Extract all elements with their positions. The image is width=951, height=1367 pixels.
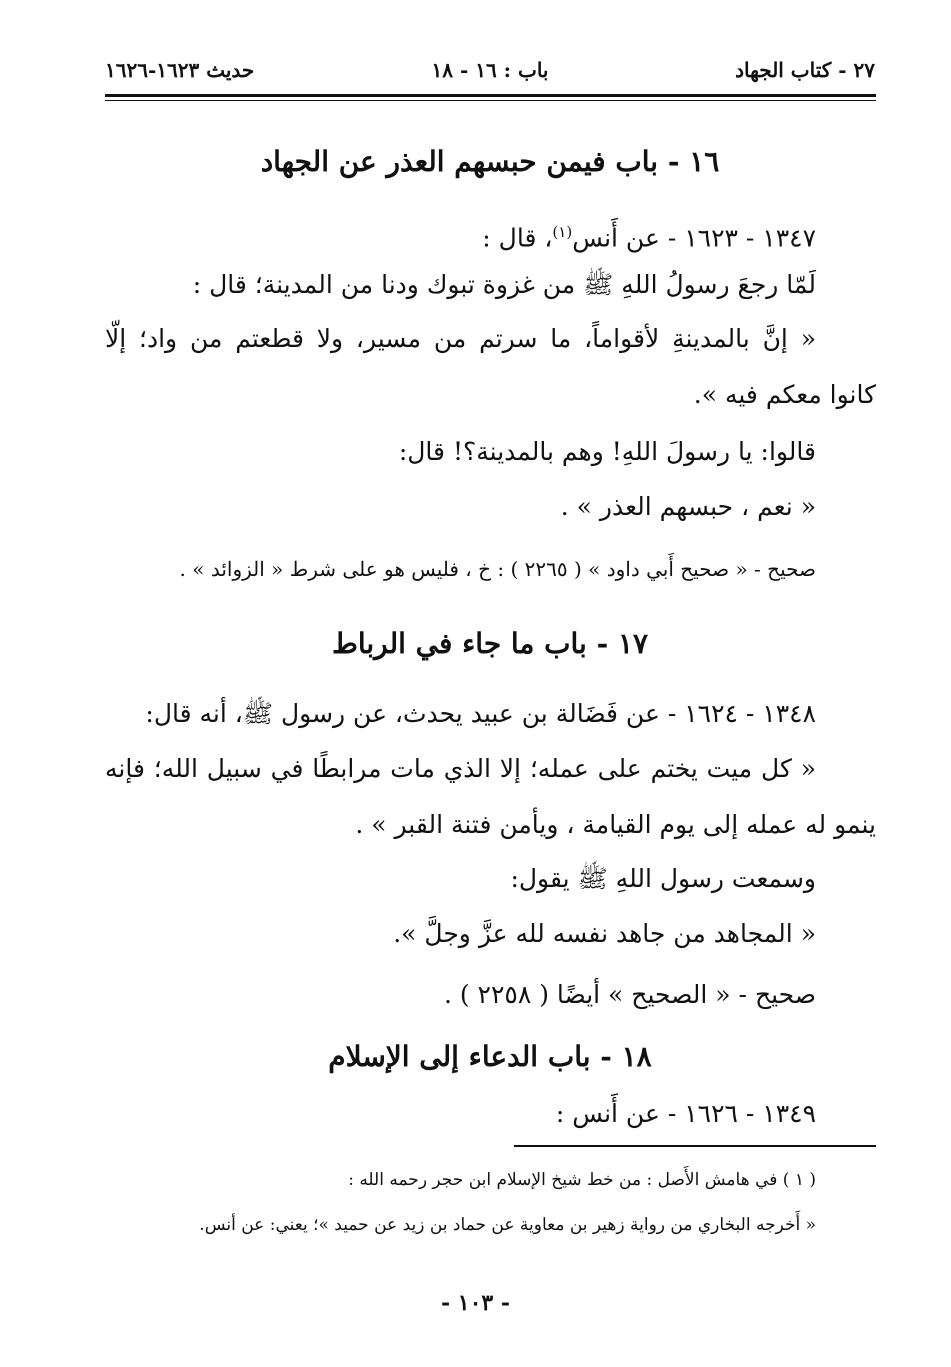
- footnote-marker[interactable]: (١): [552, 223, 573, 241]
- hadith-text-line: « المجاهد من جاهد نفسه لله عزَّ وجلَّ ».: [393, 919, 816, 948]
- header-chapter-range: باب : ١٦ - ١٨: [431, 58, 549, 82]
- hadith-text-line: « كل ميت يختم على عمله؛ إلا الذي مات مرابطًا في سبيل الله؛ فإنه: [105, 754, 816, 783]
- hadith-1349-intro: ١٣٤٩ - ١٦٢٦ - عن أَنس :: [555, 1099, 816, 1128]
- header-book-title: ٢٧ - كتاب الجهاد: [735, 58, 875, 82]
- hadith-text-line: لَمّا رجعَ رسولُ اللهِ ﷺ من غزوة تبوك ودنا من المدينة؛ قال :: [192, 270, 816, 299]
- header-rule-thick: [105, 94, 876, 97]
- running-header: [105, 52, 875, 92]
- footnote-line: « أَخرجه البخاري من رواية زهير بن معاوية عن حماد بن زيد عن حميد »؛ يعني: عن أنس.: [199, 1215, 816, 1235]
- hadith-grading: صحيح - « الصحيح » أيضًا ( ٢٢٥٨ ) .: [443, 980, 816, 1009]
- hadith-intro-text: ١٣٤٧ - ١٦٢٣ - عن أَنس: [572, 223, 816, 253]
- chapter-heading-18: ١٨ - باب الدعاء إلى الإسلام: [328, 1040, 652, 1073]
- page-number: - ١٠٣ -: [440, 1290, 511, 1316]
- hadith-1348-intro: ١٣٤٨ - ١٦٢٤ - عن فَضَالة بن عبيد يحدث، عن رسول ﷺ، أنه قال:: [145, 699, 816, 728]
- chapter-heading-17: ١٧ - باب ما جاء في الرباط: [331, 627, 649, 660]
- header-hadith-range: حديث ١٦٢٣-١٦٢٦: [105, 58, 255, 82]
- hadith-text-line: « إنَّ بالمدينةِ لأقواماً، ما سرتم من مسير، ولا قطعتم من واد؛ إلّا: [105, 324, 816, 353]
- hadith-1347-intro: [482, 215, 816, 255]
- hadith-intro-tail: ، قال :: [482, 223, 553, 253]
- chapter-heading-16: ١٦ - باب فيمن حبسهم العذر عن الجهاد: [260, 145, 720, 178]
- hadith-text-line: « نعم ، حبسهم العذر » .: [560, 492, 816, 521]
- footnote-line: ( ١ ) في هامش الأَصل : من خط شيخ الإسلام ابن حجر رحمه الله :: [348, 1170, 816, 1190]
- header-rule-thin: [105, 100, 876, 101]
- hadith-text-line: كانوا معكم فيه ».: [693, 380, 876, 409]
- hadith-text-line: ينمو له عمله إلى يوم القيامة ، ويأمن فتنة القبر » .: [355, 810, 876, 839]
- footnote-rule: [514, 1145, 876, 1147]
- hadith-text-line: وسمعت رسول اللهِ ﷺ يقول:: [510, 864, 816, 893]
- hadith-grading: صحيح - « صحيح أَبي داود » ( ٢٢٦٥ ) : خ ، فليس هو على شرط « الزوائد » .: [179, 557, 816, 581]
- hadith-text-line: قالوا: يا رسولَ اللهِ! وهم بالمدينة؟! قال:: [398, 437, 816, 466]
